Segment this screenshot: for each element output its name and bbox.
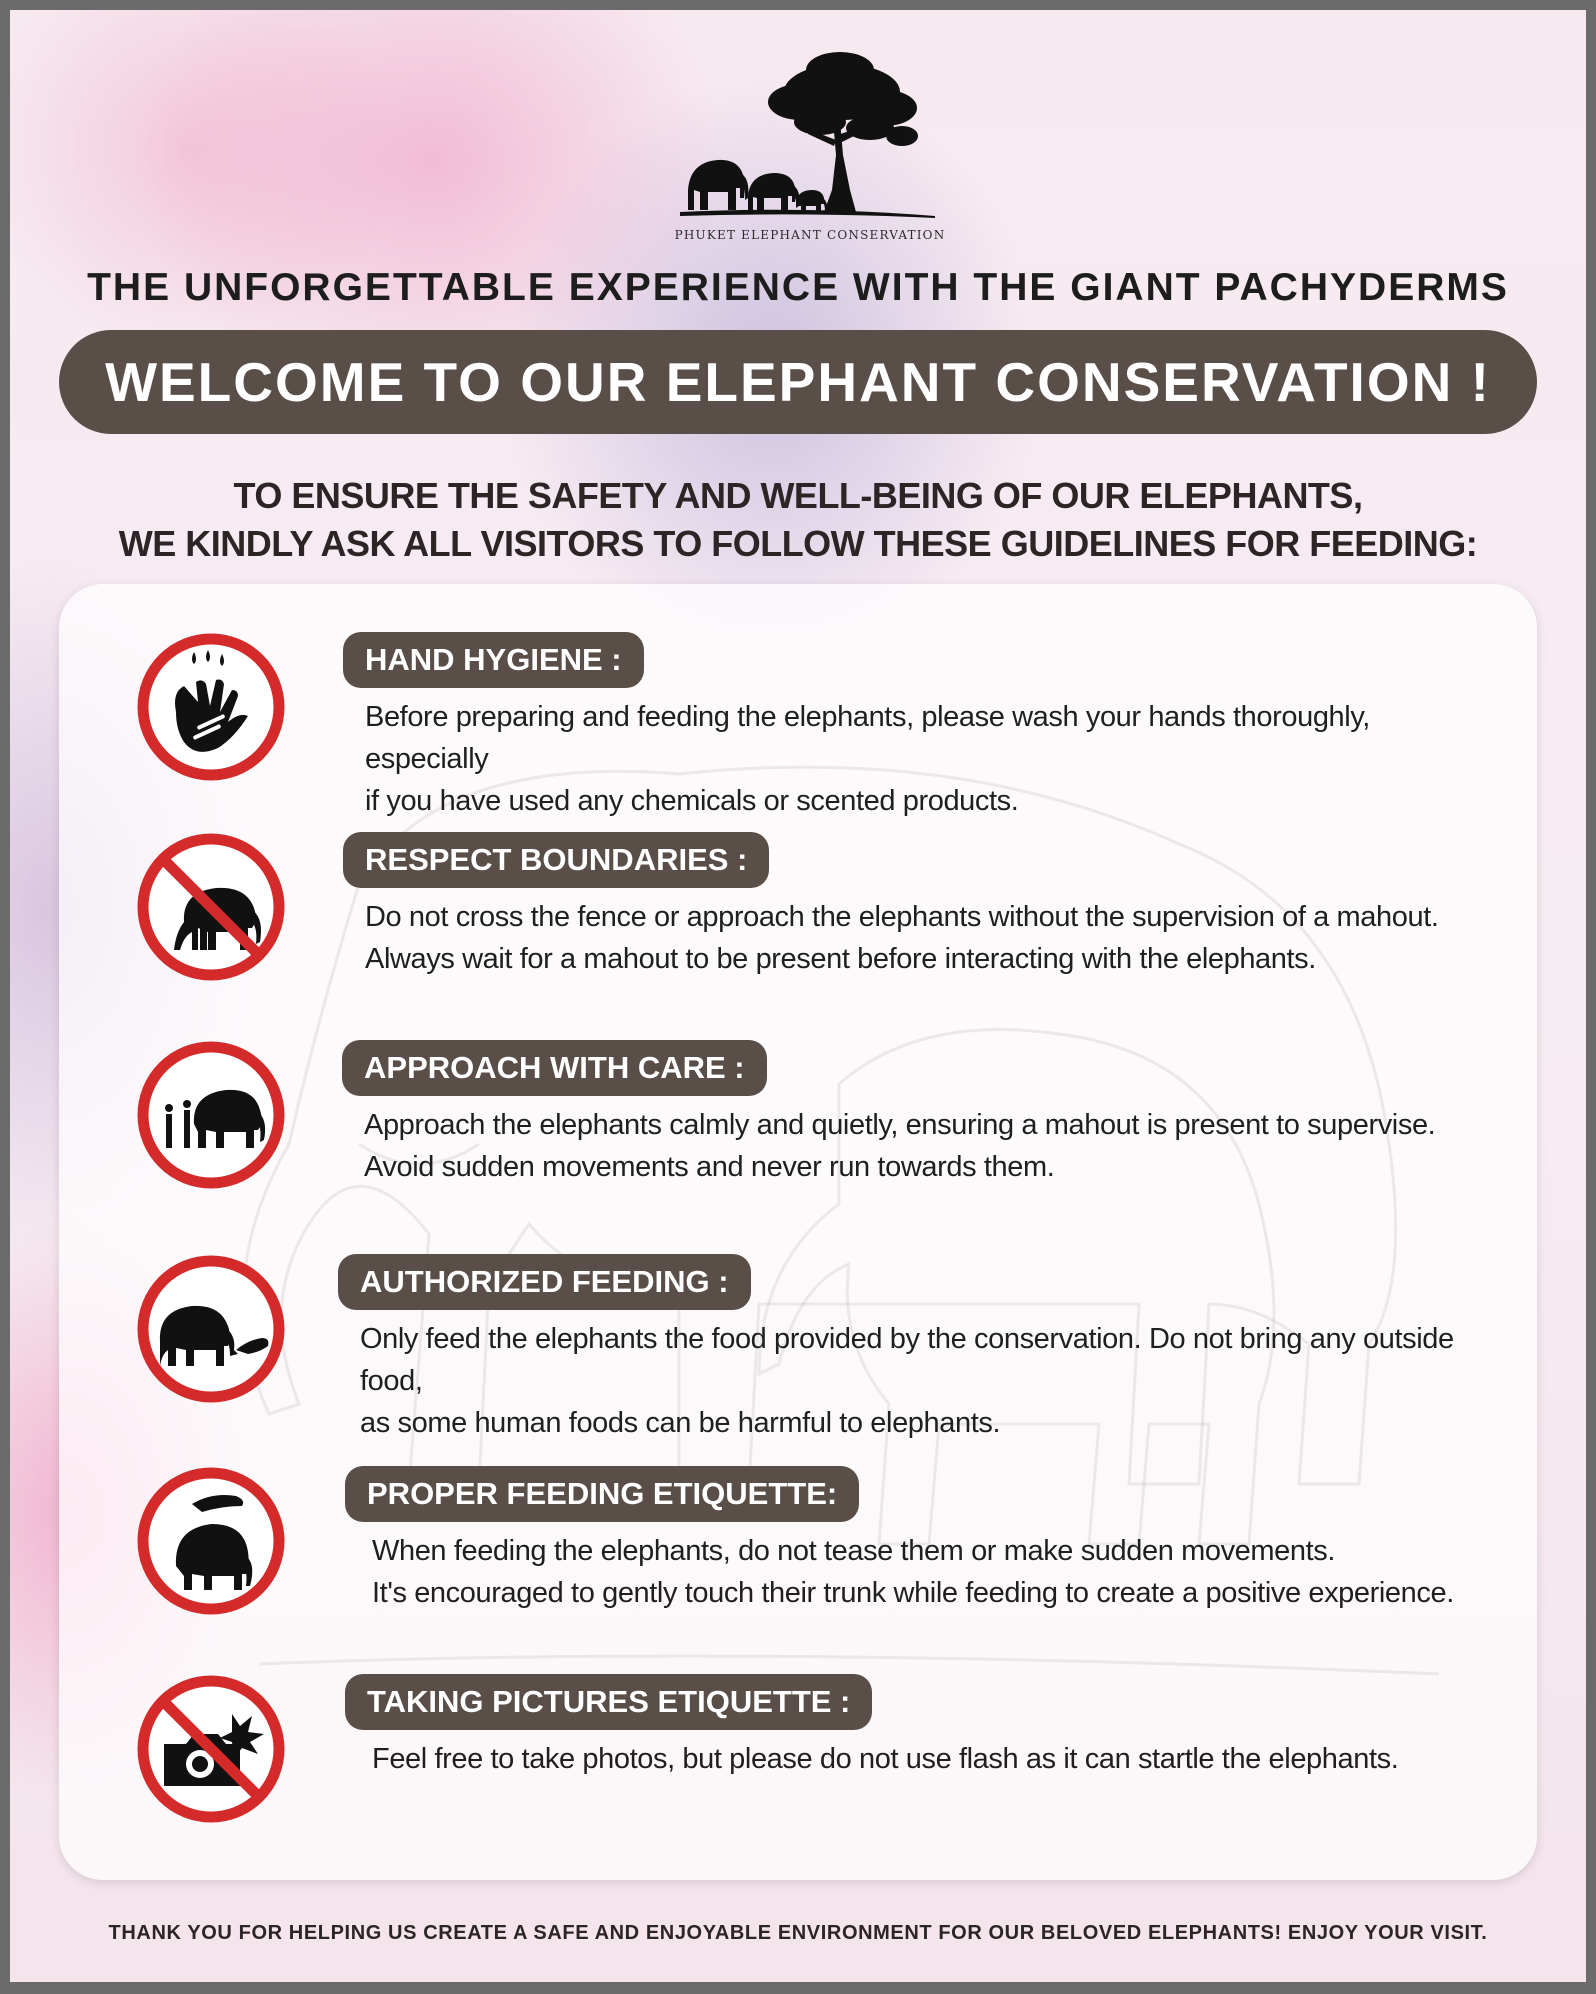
poster bbox=[10, 10, 1586, 1982]
rule-hand-hygiene bbox=[59, 632, 1537, 822]
rule-line: Do not cross the fence or approach the elephants without the supervision of a mahout. bbox=[365, 901, 1439, 933]
rule-title: APPROACH WITH CARE : bbox=[342, 1040, 767, 1096]
rule-description bbox=[364, 1104, 1494, 1188]
welcome-text: WELCOME TO OUR ELEPHANT CONSERVATION ! bbox=[105, 351, 1491, 413]
rule-description bbox=[372, 1530, 1502, 1614]
tagline: THE UNFORGETTABLE EXPERIENCE WITH THE GIANT PACHYDERMS bbox=[87, 266, 1509, 309]
intro-line-2: WE KINDLY ASK ALL VISITORS TO FOLLOW THESE GUIDELINES FOR FEEDING: bbox=[118, 523, 1478, 564]
rule-line: Approach the elephants calmly and quietly, ensuring a mahout is present to supervise. bbox=[364, 1109, 1436, 1141]
rule-description bbox=[372, 1738, 1502, 1780]
rule-taking-pictures-etiquette bbox=[59, 1674, 1537, 1864]
rule-line: It's encouraged to gently touch their trunk while feeding to create a positive experience. bbox=[372, 1577, 1454, 1609]
no-approach-elephant-icon bbox=[136, 832, 286, 982]
gentle-touch-elephant-icon bbox=[136, 1466, 286, 1616]
rule-description bbox=[365, 896, 1495, 980]
rule-description bbox=[360, 1318, 1490, 1444]
welcome-banner bbox=[59, 330, 1537, 434]
rule-title: PROPER FEEDING ETIQUETTE: bbox=[345, 1466, 859, 1522]
rule-title: AUTHORIZED FEEDING : bbox=[338, 1254, 751, 1310]
footer-message: THANK YOU FOR HELPING US CREATE A SAFE AND ENJOYABLE ENVIRONMENT FOR OUR BELOVED ELEPHANTS! ENJOY YOUR VISIT. bbox=[108, 1922, 1488, 1944]
conservation-logo bbox=[670, 40, 950, 250]
rule-line: Always wait for a mahout to be present before interacting with the elephants. bbox=[365, 943, 1316, 975]
tree-elephants-logo-icon bbox=[670, 40, 950, 230]
intro-line-1: TO ENSURE THE SAFETY AND WELL-BEING OF OUR ELEPHANTS, bbox=[233, 475, 1363, 516]
guidelines-panel bbox=[59, 584, 1537, 1880]
rule-line: if you have used any chemicals or scented products. bbox=[365, 785, 1019, 817]
logo-text: PHUKET ELEPHANT CONSERVATION bbox=[674, 228, 946, 242]
hand-washing-icon bbox=[136, 632, 286, 782]
rule-approach-with-care bbox=[59, 1040, 1537, 1230]
rule-title: HAND HYGIENE : bbox=[343, 632, 644, 688]
rule-title: TAKING PICTURES ETIQUETTE : bbox=[345, 1674, 872, 1730]
rule-authorized-feeding bbox=[59, 1254, 1537, 1444]
rule-line: Feel free to take photos, but please do not use flash as it can startle the elephants. bbox=[372, 1743, 1399, 1775]
rule-line: When feeding the elephants, do not tease them or make sudden movements. bbox=[372, 1535, 1336, 1567]
rule-line: as some human foods can be harmful to elephants. bbox=[360, 1407, 1001, 1439]
rule-title: RESPECT BOUNDARIES : bbox=[343, 832, 769, 888]
rule-line: Only feed the elephants the food provided by the conservation. Do not bring any outside food, bbox=[360, 1323, 1454, 1397]
rule-respect-boundaries bbox=[59, 832, 1537, 1022]
no-flash-camera-icon bbox=[136, 1674, 286, 1824]
feeding-hand-elephant-icon bbox=[136, 1254, 286, 1404]
intro-text bbox=[10, 472, 1586, 568]
rule-proper-feeding-etiquette bbox=[59, 1466, 1537, 1656]
rule-line: Before preparing and feeding the elephants, please wash your hands thoroughly, especially bbox=[365, 701, 1370, 775]
mahout-elephant-icon bbox=[136, 1040, 286, 1190]
rule-line: Avoid sudden movements and never run towards them. bbox=[364, 1151, 1055, 1183]
rule-description bbox=[365, 696, 1495, 822]
